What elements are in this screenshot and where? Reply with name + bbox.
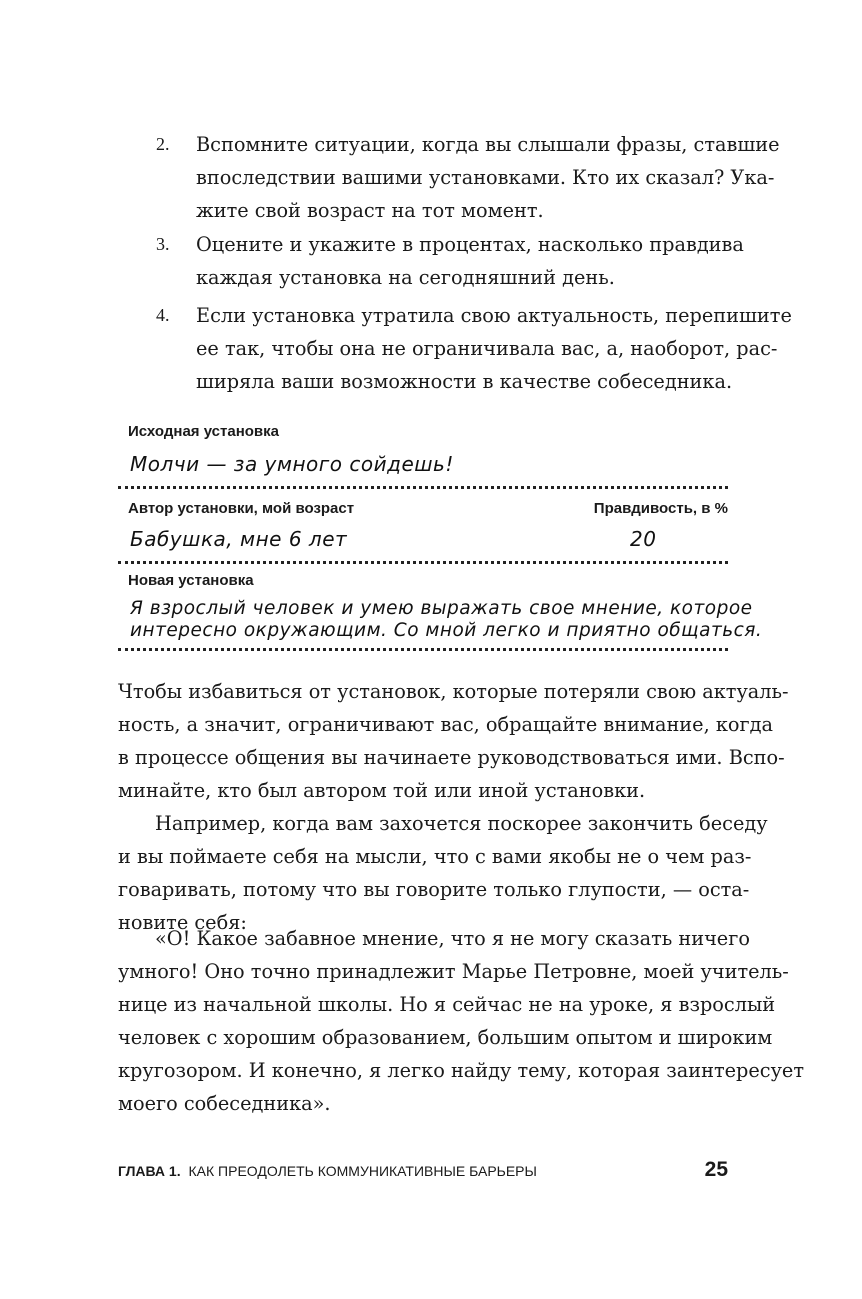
paragraph-line: и вы поймаете себя на мысли, что с вами якобы не о чем раз- [118,845,752,868]
list-item-line: Оцените и укажите в процентах, насколько правдива [196,233,744,256]
paragraph-line: умного! Оно точно принадлежит Марье Петровне, моей учитель- [118,960,789,983]
paragraph-line: кругозором. И конечно, я легко найду тему, которая заинтересует [118,1059,805,1082]
chapter-number: ГЛАВА 1. [118,1163,181,1179]
list-number: 3. [156,234,170,254]
truth-value: 20 [630,527,657,551]
list-number: 4. [156,305,170,325]
paragraph-line: новите себя: [118,911,247,934]
paragraph-line: Например, когда вам захочется поскорее закончить беседу [155,812,768,835]
running-footer [118,1163,537,1179]
divider [118,486,728,489]
original-value: Молчи — за умного сойдешь! [130,452,454,476]
paragraph-line: нице из начальной школы. Но я сейчас не на уроке, я взрослый [118,993,776,1016]
list-item-line: Вспомните ситуации, когда вы слышали фразы, ставшие [196,133,780,156]
list-item-line: жите свой возраст на тот момент. [196,199,544,222]
original-label: Исходная установка [128,423,279,440]
paragraph-line: в процессе общения вы начинаете руководствоваться ими. Вспо- [118,746,785,769]
new-value-line: интересно окружающим. Со мной легко и приятно общаться. [130,620,763,641]
paragraph-line: «О! Какое забавное мнение, что я не могу сказать ничего [155,927,750,950]
author-label: Автор установки, мой возраст [128,500,355,517]
new-label: Новая установка [128,572,254,589]
paragraph-line: моего собеседника». [118,1092,331,1115]
page-number: 25 [704,1158,728,1181]
list-item-line: ее так, чтобы она не ограничивала вас, а, наоборот, рас- [196,337,778,360]
paragraph-line: минайте, кто был автором той или иной установки. [118,779,646,802]
chapter-title: КАК ПРЕОДОЛЕТЬ КОММУНИКАТИВНЫЕ БАРЬЕРЫ [188,1163,537,1179]
new-value-line: Я взрослый человек и умею выражать свое мнение, которое [130,598,753,619]
list-item-line: Если установка утратила свою актуальность, перепишите [196,304,792,327]
list-number: 2. [156,134,170,154]
list-item-line: впоследствии вашими установками. Кто их сказал? Ука- [196,166,775,189]
author-value: Бабушка, мне 6 лет [130,527,348,551]
new-value [130,598,762,642]
divider [118,648,728,651]
paragraph-line: Чтобы избавиться от установок, которые потеряли свою актуаль- [118,680,789,703]
list-item-line: каждая установка на сегодняшний день. [196,266,615,289]
paragraph-line: говаривать, потому что вы говорите только глупости, — оста- [118,878,750,901]
list-item-line: ширяла ваши возможности в качестве собеседника. [196,370,733,393]
divider [118,561,728,564]
paragraph-line: ность, а значит, ограничивают вас, обращайте внимание, когда [118,713,773,736]
paragraph-line: человек с хорошим образованием, большим опытом и широким [118,1026,773,1049]
truth-label: Правдивость, в % [593,500,728,517]
